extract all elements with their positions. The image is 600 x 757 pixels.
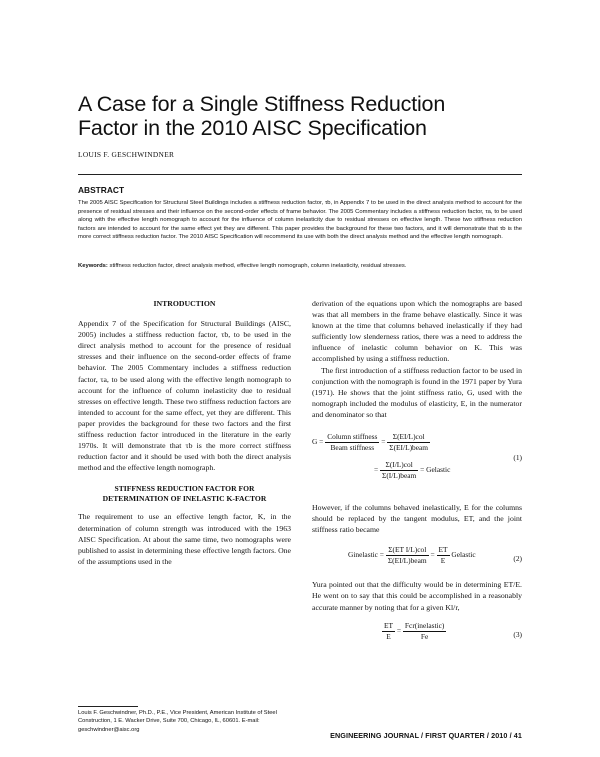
- eq1-frac1-den: Σ(EI/L)beam: [389, 443, 429, 453]
- title-divider: [78, 174, 522, 175]
- eq3-number: (3): [513, 629, 522, 639]
- eq3-equals: =: [396, 625, 402, 635]
- keywords: [78, 262, 522, 270]
- right-paragraph-3: However, if the columns behaved inelastically, E for the columns should be replaced by the tangent modulus, ET, and the joint stiffness ratio became: [312, 503, 522, 535]
- equation-2: [312, 541, 522, 575]
- eq3-frac2-den: Fe: [420, 631, 429, 641]
- eq2-rhs: Gelastic: [451, 550, 476, 560]
- introduction-heading: INTRODUCTION: [153, 299, 216, 308]
- eq1-number: (1): [513, 453, 522, 463]
- keywords-label: Keywords:: [78, 263, 108, 269]
- abstract-heading: ABSTRACT: [78, 185, 125, 195]
- eq2-lhs: Ginelastic =: [348, 550, 384, 560]
- eq2-equals: =: [430, 550, 435, 560]
- equation-1: G = $\frac{\text{Column stiffness}}{\text{Beam stiffness}}$ = $\frac{\text{Σ(EI/L)col}}{\text{Σ(EI/L)beam}}$ = $\frac{\text{Σ(I/L)col}}{\text{Σ(I/L)beam}}$ = Gelastic (1): [312, 432, 522, 481]
- paper-title: [78, 92, 538, 140]
- eq1-lhs: G =: [312, 437, 324, 447]
- section-2-heading-line-2: DETERMINATION OF INELASTIC K-FACTOR: [102, 494, 267, 504]
- footnote-divider: [78, 706, 138, 707]
- eq2-frac2-den: E: [440, 556, 446, 566]
- eq1-rhs: = Gelastic: [420, 465, 451, 475]
- eq2-number: (2): [513, 554, 522, 564]
- introduction-paragraph: Appendix 7 of the Specification for Structural Buildings (AISC, 2005) includes a stiffness reduction factor, τb, to be used in the direct analysis method to account for the presence of residual stresses and their influence on the second-order effects of frame behavior. The 2005 Commentary includes a stiffness reduction factor, τa, to be used along with the effective length nomograph to account for the influence of column inelasticity due to residual stresses on effective length. These two stiffness reduction factors are intended to account for the same effect, yet they are different. This paper provides the background for these two factors and the first stiffness reduction factor introduced in the literature in the early 1970s. It will demonstrate that τb is the more correct stiffness reduction factor and it should be used with both the direct analysis method and the effective length nomograph.: [78, 319, 291, 473]
- eq1-frac1-num: Σ(EI/L)col: [387, 432, 430, 443]
- eq3-frac1-num: ET: [384, 620, 394, 630]
- section-2-heading: [78, 484, 291, 504]
- equation-3: [312, 619, 522, 649]
- eq3-frac1-den: E: [386, 631, 391, 641]
- title-line-2: Factor in the 2010 AISC Specification: [78, 116, 427, 140]
- abstract-body: The 2005 AISC Specification for Structural Steel Buildings includes a stiffness reduction factor, τb, in Appendix 7 to be used in the direct analysis method to account for the presence of residual stresses and their influence on the second-order effects of frame behavior. The 2005 Commentary includes a stiffness reduction factor, τa, to be used along with the effective length nomograph to account for the influence of column inelasticity due to residual stresses on effective length. These two stiffness reduction factors are intended to account for the same effect yet they are different. This paper provides the background for these two factors, and it will demonstrate that τb is the more correct stiffness reduction factor. The 2010 AISC Specification will recommend its use with both the direct analysis method and the effective length nomograph.: [78, 200, 522, 241]
- eq2-frac1-num: Σ(ET I/L)col: [386, 545, 429, 556]
- eq2-frac2-num: ET: [438, 545, 448, 555]
- right-paragraph-1: derivation of the equations upon which the nomographs are based was that all members in the frame behave elastically. Since it was known at the time that columns behaved inelastically if they had sufficiently low slenderness ratios, there was a need to address the influence of inelastic column behavior on K. This was accomplished by using a stiffness reduction.: [312, 299, 522, 364]
- right-paragraph-2: The first introduction of a stiffness reduction factor to be used in conjunction with the nomograph is found in the 1971 paper by Yura (1971). He shows that the joint stiffness ratio, G, used with the nomograph included the modulus of elasticity, E, in the numerator and denominator so that: [312, 365, 522, 419]
- right-paragraph-4: Yura pointed out that the difficulty would be in determining ET/E. He went on to say that this could be accomplished in a reasonably accurate manner by noting that for a given Kl/r,: [312, 580, 522, 612]
- author-footnote: Louis F. Geschwindner, Ph.D., P.E., Vice President, American Institute of Steel Construction, 1 E. Wacker Drive, Suite 700, Chicago, IL, 60601. E-mail: geschwindner@aisc.org: [78, 710, 277, 733]
- eq2-frac1-den: Σ(EI/L)beam: [387, 556, 427, 566]
- eq1-ratio-num: Column stiffness: [327, 432, 378, 442]
- eq1-frac2-num: Σ(I/L)col: [380, 460, 418, 471]
- section-2-paragraph: The requirement to use an effective length factor, K, in the determination of column strength was introduced with the 1963 AISC Specification. At about the same time, two nomographs were published to assist in determining these effective length factors. One of the assumptions used in the: [78, 512, 291, 566]
- eq1-ratio-den: Beam stiffness: [330, 443, 375, 453]
- author-name: LOUIS F. GESCHWINDNER: [78, 150, 175, 159]
- section-2-heading-line-1: STIFFNESS REDUCTION FACTOR FOR: [114, 484, 255, 494]
- eq1-equals: =: [381, 437, 386, 447]
- keywords-list: stiffness reduction factor, direct analysis method, effective length nomograph, column inelasticity, residual stresses.: [109, 263, 407, 269]
- left-column: [78, 298, 291, 567]
- eq3-frac2-num: Fcr(inelastic): [404, 620, 445, 630]
- right-column: [312, 298, 522, 649]
- eq1-frac2-den: Σ(I/L)beam: [382, 471, 417, 481]
- page-footer: ENGINEERING JOURNAL / FIRST QUARTER / 2010 / 41: [330, 731, 522, 740]
- title-line-1: A Case for a Single Stiffness Reduction: [78, 92, 446, 116]
